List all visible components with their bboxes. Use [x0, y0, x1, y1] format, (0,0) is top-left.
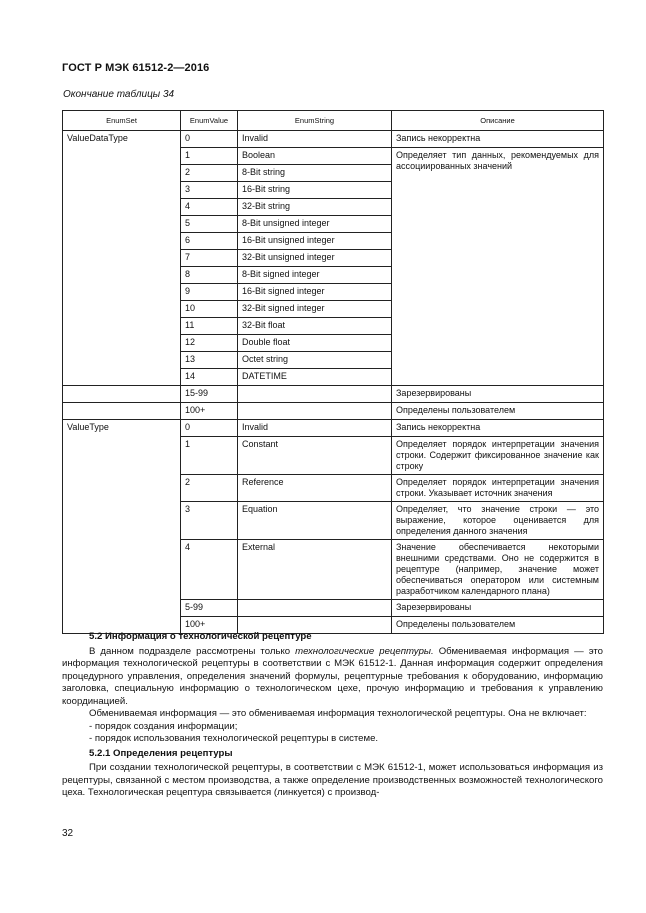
emphasis-text: технологические рецептуры.	[295, 645, 434, 657]
description-cell: Определяет, что значение строки — это выражение, которое оценивается для определения данного значения	[392, 502, 604, 540]
enumstring-cell: 8-Bit string	[238, 165, 392, 182]
enumstring-cell: 16-Bit string	[238, 182, 392, 199]
description-cell: Определяет порядок интерпретации значения строки. Содержит фиксированное значение как строку	[392, 437, 604, 475]
enumvalue-cell: 15-99	[181, 386, 238, 403]
enumstring-cell: Octet string	[238, 352, 392, 369]
list-item: - порядок создания информации;	[89, 720, 238, 732]
enumvalue-cell: 0	[181, 420, 238, 437]
enumvalue-cell: 1	[181, 148, 238, 165]
enumvalue-cell: 3	[181, 182, 238, 199]
description-cell: Зарезервированы	[392, 386, 604, 403]
enumstring-cell: 32-Bit string	[238, 199, 392, 216]
enumstring-cell	[238, 386, 392, 403]
table-row	[63, 131, 604, 148]
enumvalue-cell: 3	[181, 502, 238, 540]
enumstring-cell: 32-Bit unsigned integer	[238, 250, 392, 267]
paragraph: При создании технологической рецептуры, в соответствии с МЭК 61512-1, может использоваться информация из рецептуры, связанной с местом производства, а также определение производственных возможностей технологического цеха. Технологическая рецептура связывается (линкуется) с производ-	[62, 762, 603, 798]
enumvalue-cell: 13	[181, 352, 238, 369]
table-row	[63, 386, 604, 403]
column-header-enumset: EnumSet	[63, 111, 181, 131]
paragraph	[62, 646, 603, 709]
description-cell: Определяет порядок интерпретации значения строки. Указывает источник значения	[392, 475, 604, 502]
paragraph-text: Обмениваемая информация — это информация технологической рецептуры в соответствии с МЭК 61512-1. Данная информация содержит определения процедурного управления, определения значений формулы, рецептурные требования к оборудованию, информацию заголовка, специальную информацию о технологическом цехе, прочую информацию и требования к управлению координацией.	[62, 645, 604, 707]
enumvalue-cell: 6	[181, 233, 238, 250]
enumstring-cell: Double float	[238, 335, 392, 352]
enumvalue-cell: 100+	[181, 403, 238, 420]
description-cell: Определяет тип данных, рекомендуемых для ассоциированных значений	[392, 148, 604, 386]
enumstring-cell: Boolean	[238, 148, 392, 165]
description-cell: Запись некорректна	[392, 131, 604, 148]
enumstring-cell: 8-Bit unsigned integer	[238, 216, 392, 233]
enumstring-cell: Equation	[238, 502, 392, 540]
description-cell: Значение обеспечивается некоторыми внешними средствами. Оно не содержится в рецептуре (например, значение может обеспечиваться оператором или системным разработчиком календарного плана)	[392, 540, 604, 600]
enumstring-cell	[238, 600, 392, 617]
enumvalue-cell: 2	[181, 165, 238, 182]
enumvalue-cell: 4	[181, 540, 238, 600]
enumvalue-cell: 10	[181, 301, 238, 318]
enumvalue-cell: 0	[181, 131, 238, 148]
section-heading-5-2: 5.2 Информация о технологической рецептуре	[89, 631, 312, 642]
enumstring-cell	[238, 403, 392, 420]
enumstring-cell: Invalid	[238, 420, 392, 437]
enumstring-cell: DATETIME	[238, 369, 392, 386]
enumset-cell-empty	[63, 386, 181, 403]
body-text	[62, 631, 603, 800]
enumvalue-cell: 2	[181, 475, 238, 502]
enumstring-cell: Invalid	[238, 131, 392, 148]
document-header: ГОСТ Р МЭК 61512-2—2016	[62, 62, 210, 74]
enumstring-cell: Reference	[238, 475, 392, 502]
enumset-cell: ValueType	[63, 420, 181, 634]
enumstring-cell: 16-Bit signed integer	[238, 284, 392, 301]
column-header-description: Описание	[392, 111, 604, 131]
enumset-cell-empty	[63, 403, 181, 420]
enumstring-cell: 32-Bit float	[238, 318, 392, 335]
enumstring-cell: Constant	[238, 437, 392, 475]
enumvalue-cell: 12	[181, 335, 238, 352]
description-cell: Определены пользователем	[392, 403, 604, 420]
enumvalue-cell: 5-99	[181, 600, 238, 617]
enumvalue-cell: 14	[181, 369, 238, 386]
column-header-enumstring: EnumString	[238, 111, 392, 131]
enumvalue-cell: 11	[181, 318, 238, 335]
enumvalue-cell: 8	[181, 267, 238, 284]
table-caption: Окончание таблицы 34	[63, 89, 175, 100]
enumvalue-cell: 7	[181, 250, 238, 267]
enumstring-cell: 8-Bit signed integer	[238, 267, 392, 284]
enumvalue-cell: 1	[181, 437, 238, 475]
enumset-cell: ValueDataType	[63, 131, 181, 386]
list-item: - порядок использования технологической рецептуры в системе.	[89, 733, 379, 744]
enumvalue-cell: 9	[181, 284, 238, 301]
paragraph-text: В данном подразделе рассмотрены только	[89, 645, 296, 657]
enum-table	[62, 110, 604, 634]
page-number: 32	[62, 828, 74, 839]
column-header-enumvalue: EnumValue	[181, 111, 238, 131]
section-heading-5-2-1: 5.2.1 Определения рецептуры	[89, 747, 233, 759]
enumstring-cell: External	[238, 540, 392, 600]
table-row	[63, 403, 604, 420]
description-cell: Зарезервированы	[392, 600, 604, 617]
paragraph: Обмениваемая информация — это обмениваемая информация технологической рецептуры. Она не включает:	[89, 708, 587, 719]
enumvalue-cell: 5	[181, 216, 238, 233]
table-row	[63, 420, 604, 437]
enumstring-cell: 16-Bit unsigned integer	[238, 233, 392, 250]
table-header-row	[63, 111, 604, 131]
enumvalue-cell: 100+	[181, 617, 238, 634]
description-cell: Определены пользователем	[392, 617, 604, 634]
description-cell: Запись некорректна	[392, 420, 604, 437]
enumstring-cell: 32-Bit signed integer	[238, 301, 392, 318]
enumvalue-cell: 4	[181, 199, 238, 216]
